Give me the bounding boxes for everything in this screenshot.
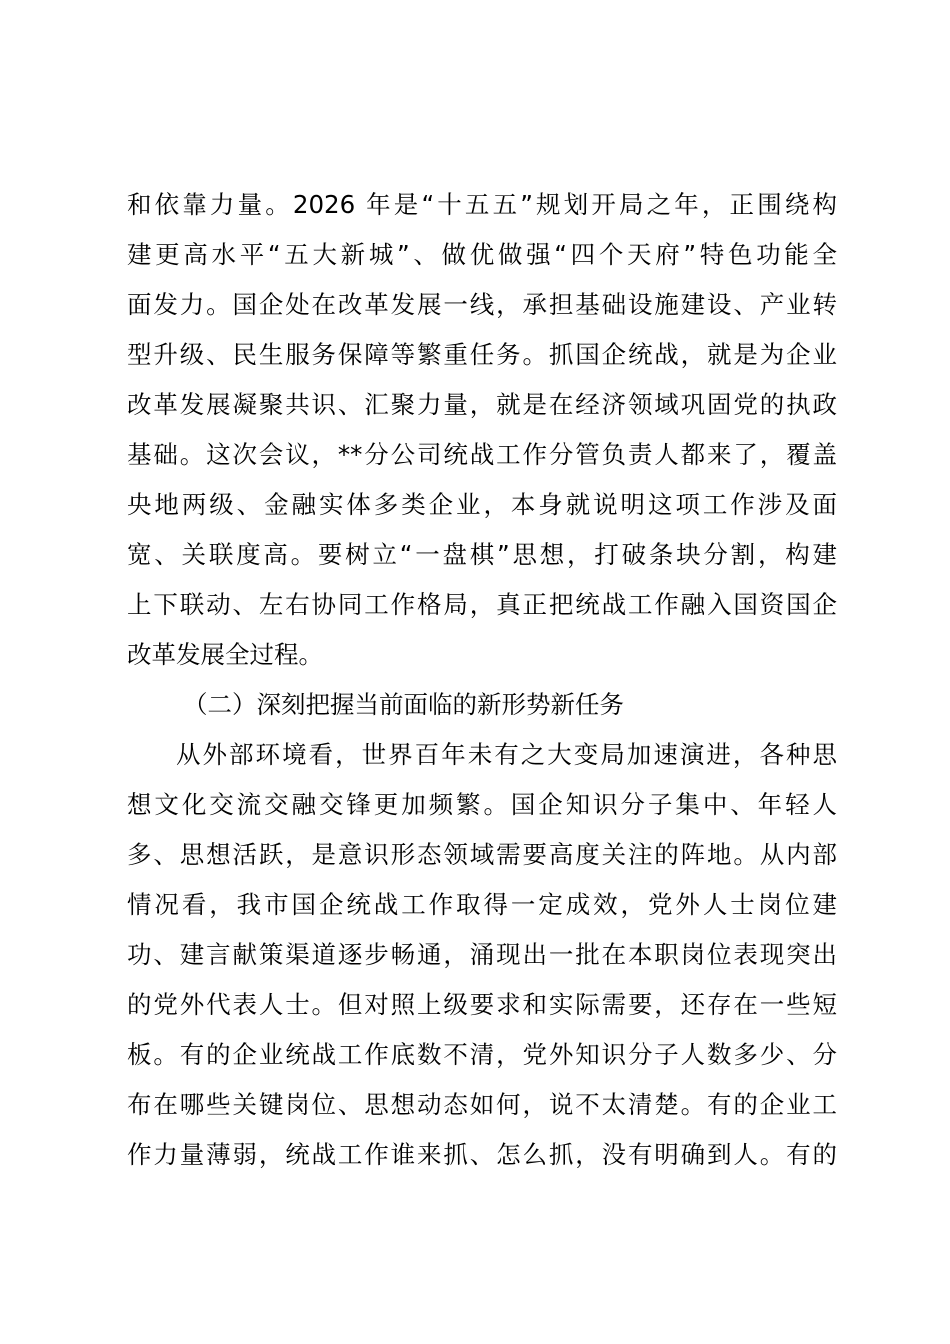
text-line: 功、建言献策渠道逐步畅通，涌现出一批在本职岗位表现突出 [127,940,837,969]
section-heading [127,680,837,730]
text-line: 布在哪些关键岗位、思想动态如何，说不太清楚。有的企业工 [127,1090,837,1119]
text-line: 作力量薄弱，统战工作谁来抓、怎么抓，没有明确到人。有的 [127,1140,837,1169]
section-heading-text: （二）深刻把握当前面临的新形势新任务 [183,690,624,719]
text-line: 改革发展全过程。 [127,640,323,669]
text-line: 从外部环境看，世界百年未有之大变局加速演进，各种思 [176,740,837,769]
text-line: 型升级、民生服务保障等繁重任务。抓国企统战，就是为企业 [127,340,837,369]
text-line: 上下联动、左右协同工作格局，真正把统战工作融入国资国企 [127,590,837,619]
text-line: 多、思想活跃，是意识形态领域需要高度关注的阵地。从内部 [127,840,837,869]
text-line: 央地两级、金融实体多类企业，本身就说明这项工作涉及面 [127,490,837,519]
text-line: 情况看，我市国企统战工作取得一定成效，党外人士岗位建 [127,890,837,919]
text-line: 宽、关联度高。要树立“一盘棋”思想，打破条块分割，构建 [127,540,837,569]
document-body [127,180,837,1180]
text-line: 改革发展凝聚共识、汇聚力量，就是在经济领域巩固党的执政 [127,390,837,419]
text-line: 和依靠力量。2026 年是“十五五”规划开局之年，正围绕构 [127,190,837,219]
paragraph-body [127,730,837,1180]
text-line: 板。有的企业统战工作底数不清，党外知识分子人数多少、分 [127,1040,837,1069]
text-line: 想文化交流交融交锋更加频繁。国企知识分子集中、年轻人 [127,790,837,819]
text-line: 建更高水平“五大新城”、做优做强“四个天府”特色功能全 [127,240,837,269]
paragraph-continuation [127,180,837,680]
text-line: 的党外代表人士。但对照上级要求和实际需要，还存在一些短 [127,990,837,1019]
text-line: 基础。这次会议，**分公司统战工作分管负责人都来了，覆盖 [127,440,837,469]
text-line: 面发力。国企处在改革发展一线，承担基础设施建设、产业转 [127,290,837,319]
